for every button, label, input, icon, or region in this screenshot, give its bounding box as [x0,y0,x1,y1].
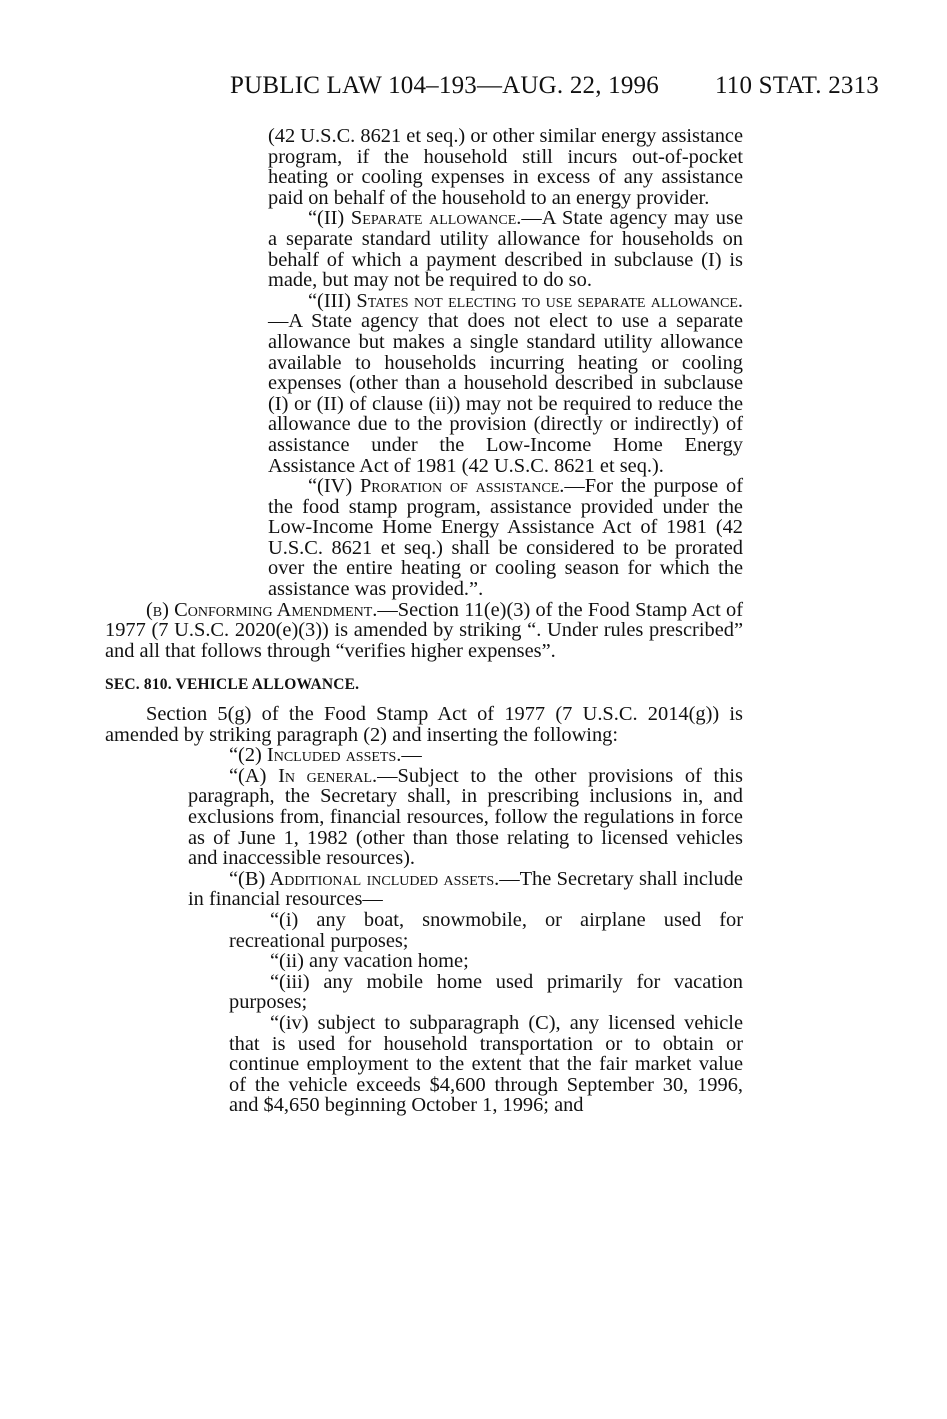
heading-conforming-amendment: (b) Conforming Amendment. [146,598,378,621]
paragraph-additional-assets [188,869,743,910]
heading-included-assets: “(2) Included assets. [229,744,402,767]
subclause-text-separate-allowance: —A State agency may use a separate standard utility allowance for households on behalf of which a payment described in subclause (I) is made, but may not be required to do so. [268,207,743,292]
list-item-boat: “(i) any boat, snowmobile, or airplane used for recreational purposes; [229,908,743,952]
text-additional-assets: —The Secretary shall include in financial resources— [188,867,743,911]
body-text [105,126,743,1116]
dash-included-assets: — [401,744,422,767]
paragraph-states-not-electing [268,291,743,476]
subclause-text-proration: —For the purpose of the food stamp program, assistance provided under the Low-Income Home Energy Assistance Act of 1981 (42 U.S.C. 8621 et seq.) shall be considered to be prorated over the entire heating or cooling season for which the assistance was provided.”. [268,475,743,601]
paragraph-proration [268,476,743,600]
subclause-text-states-not-electing: —A State agency that does not elect to use a separate allowance but makes a single standard utility allowance available to households incurring heating or cooling expenses (other than a household described in subclause (I) or (II) of clause (ii)) may not be required to reduce the allowance due to the provision (directly or indirectly) of assistance under the Low-Income Home Energy Assistance Act of 1981 (42 U.S.C. 8621 et seq.). [268,310,743,477]
list-item-licensed-vehicle: “(iv) subject to subparagraph (C), any licensed vehicle that is used for household transportation or to obtain or continue employment to the extent that the fair market value of the vehicle exceeds $4,600 through September 30, 1996, and $4,650 beginning October 1, 1996; and [229,1011,743,1117]
paragraph-separate-allowance [268,208,743,290]
subclause-heading-states-not-electing: “(III) States not electing to use separate allowance. [308,289,743,312]
paragraph-in-general [188,766,743,869]
paragraph-section-5g: Section 5(g) of the Food Stamp Act of 1977 (7 U.S.C. 2014(g)) is amended by striking paragraph (2) and inserting the following: [105,703,743,746]
paragraph-conforming-amendment [105,600,743,662]
subclause-heading-separate-allowance: “(II) Separate allowance. [308,207,522,230]
heading-in-general: “(A) In general. [229,764,378,787]
section-heading-810: SEC. 810. VEHICLE ALLOWANCE. [105,676,360,694]
text-in-general: —Subject to the other provisions of this paragraph, the Secretary shall, in prescribing inclusions in, and exclusions from, financial resources, follow the regulations in force as of June 1, 1982 (other than those relating to licensed vehicles and inaccessible resources). [188,764,743,870]
paragraph-included-assets [188,745,743,766]
subclause-heading-proration: “(IV) Proration of assistance. [308,475,565,498]
page-stat-number: 110 STAT. 2313 [715,72,879,99]
paragraph-energy-assistance: (42 U.S.C. 8621 et seq.) or other similar energy assistance program, if the household still incurs out-of-pocket heating or cooling expenses in excess of any assistance paid on behalf of the household to an energy provider. [268,125,743,209]
text-conforming-amendment: —Section 11(e)(3) of the Food Stamp Act of 1977 (7 U.S.C. 2020(e)(3)) is amended by striking “. Under rules prescribed” and all that follows through “verifies higher expenses”. [105,598,743,662]
heading-additional-assets: “(B) Additional included assets. [229,867,500,890]
list-item-vacation-home: “(ii) any vacation home; [270,950,469,973]
running-head-title: PUBLIC LAW 104–193—AUG. 22, 1996 [230,72,659,99]
list-item-mobile-home: “(iii) any mobile home used primarily for vacation purposes; [229,970,743,1014]
